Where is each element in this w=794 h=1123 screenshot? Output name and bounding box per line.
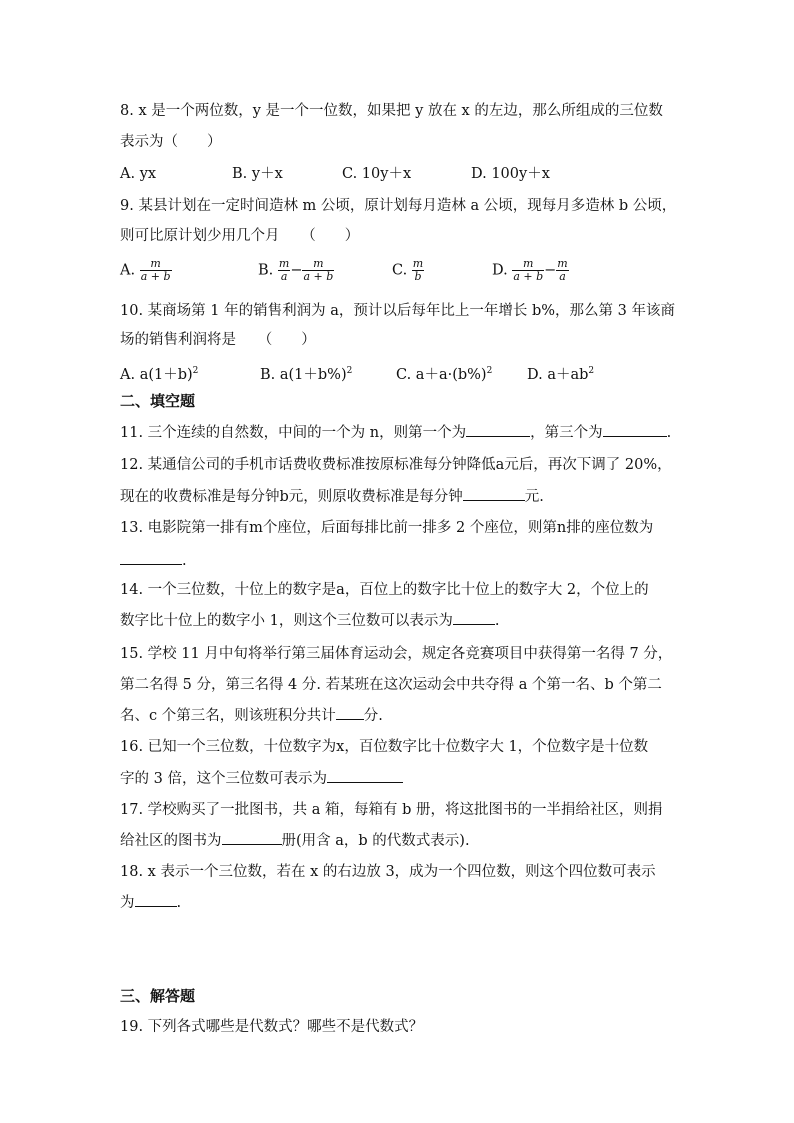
q16-text-1: 字的 3 倍，这个三位数可表示为 <box>120 771 327 787</box>
q18-line2 <box>120 892 181 913</box>
fraction <box>556 258 568 283</box>
fraction <box>412 258 424 283</box>
q15-text-1: 名、c 个第三名，则该班积分共计 <box>120 708 336 724</box>
denominator: a + b <box>140 270 171 283</box>
superscript: 2 <box>346 366 353 376</box>
q10-option-d-text: D. a＋ab <box>527 366 589 383</box>
q9-option-b-label: B. <box>258 262 274 279</box>
answer-blank[interactable] <box>135 892 177 907</box>
q15-line1: 15. 学校 11 月中旬将举行第三届体育运动会，规定各竞赛项目中获得第一名得 7 分， <box>120 646 673 662</box>
q11-text-2: ，第三个为 <box>530 425 603 441</box>
q8-option-a: A. yx <box>120 166 157 182</box>
q10-option-d <box>527 361 594 385</box>
superscript: 2 <box>588 366 595 376</box>
numerator: m <box>150 257 161 270</box>
superscript: 2 <box>486 366 493 376</box>
section-heading-fill-in: 二、填空题 <box>120 392 196 410</box>
q17-text-1: 给社区的图书为 <box>120 833 222 849</box>
numerator: m <box>523 257 534 270</box>
fraction <box>512 258 544 283</box>
q8-line1: 8. x 是一个两位数，y 是一个一位数，如果把 y 放在 x 的左边，那么所组成的三位数 <box>120 103 663 119</box>
q18-line1: 18. x 表示一个三位数，若在 x 的右边放 3，成为一个四位数，则这个四位数可表示 <box>120 864 656 880</box>
numerator: m <box>313 257 324 270</box>
section-heading-solve: 三、解答题 <box>120 987 196 1005</box>
q13-line1: 13. 电影院第一排有m个座位，后面每排比前一排多 2 个座位，则第n排的座位数为 <box>120 520 654 536</box>
q9-option-c <box>392 258 424 283</box>
q9-option-d-label: D. <box>492 262 508 279</box>
answer-blank[interactable] <box>222 830 282 845</box>
q10-option-a-text: A. a(1＋b) <box>120 366 193 383</box>
q14-text-1: 数字比十位上的数字小 1，则这个三位数可以表示为 <box>120 613 453 629</box>
q11-text-3: . <box>666 425 672 441</box>
q8-line2: 表示为（ ） <box>120 134 222 150</box>
answer-blank[interactable] <box>327 768 403 783</box>
q10-option-b <box>260 361 352 385</box>
q13-line2 <box>120 550 187 571</box>
q10-option-c-text: C. a＋a·(b%) <box>396 366 487 383</box>
denominator: a + b <box>513 270 544 283</box>
q12-text-1: 现在的收费标准是每分钟b元，则原收费标准是每分钟 <box>120 489 463 505</box>
q10-option-b-text: B. a(1＋b%) <box>260 366 347 383</box>
denominator: a + b <box>303 270 334 283</box>
q9-option-b <box>258 258 334 283</box>
q15-text-2: 分. <box>363 708 383 724</box>
answer-blank[interactable] <box>453 610 495 625</box>
q18-text-2: . <box>176 895 182 911</box>
q17-line1: 17. 学校购买了一批图书，共 a 箱，每箱有 b 册，将这批图书的一半捐给社区，则捐 <box>120 802 663 818</box>
answer-blank[interactable] <box>120 550 182 565</box>
denominator: a <box>278 270 290 283</box>
q9-line2: 则可比原计划少用几个月 （ ） <box>120 228 360 244</box>
q11-text-1: 11. 三个连续的自然数，中间的一个为 n，则第一个为 <box>120 425 467 441</box>
q18-text-1: 为 <box>120 895 135 911</box>
q10-line1: 10. 某商场第 1 年的销售利润为 a，预计以后每年比上一年增长 b%，那么第 3 年该商 <box>120 303 675 319</box>
numerator: m <box>412 257 424 270</box>
q12-text-2: 元. <box>524 489 544 505</box>
q10-option-c <box>396 361 492 385</box>
q8-option-c: C. 10y＋x <box>342 166 412 182</box>
q10-option-a <box>120 361 198 385</box>
q16-line1: 16. 已知一个三位数，十位数字为x，百位数字比十位数字大 1，个位数字是十位数 <box>120 739 649 755</box>
denominator: a <box>556 270 568 283</box>
q9-line1: 9. 某县计划在一定时间造林 m 公顷，原计划每月造林 a 公顷，现每月多造林 b 公顷， <box>120 198 677 214</box>
minus-sign: − <box>290 262 303 279</box>
q9-option-d <box>492 258 569 283</box>
numerator: m <box>278 257 290 270</box>
q19-line: 19. 下列各式哪些是代数式？哪些不是代数式？ <box>120 1019 424 1035</box>
answer-blank[interactable] <box>463 486 525 501</box>
q16-line2 <box>120 768 403 789</box>
q13-end: . <box>182 553 187 569</box>
q12-line1: 12. 某通信公司的手机市话费收费标准按原标准每分钟降低a元后，再次下调了 20%， <box>120 457 672 473</box>
superscript: 2 <box>192 366 199 376</box>
minus-sign: − <box>544 262 557 279</box>
answer-blank[interactable] <box>336 705 364 720</box>
q17-line2 <box>120 830 470 851</box>
q9-option-a <box>120 258 172 283</box>
q15-line3 <box>120 705 383 726</box>
answer-blank[interactable] <box>466 422 530 437</box>
q12-line2 <box>120 486 544 507</box>
q14-line1: 14. 一个三位数，十位上的数字是a，百位上的数字比十位上的数字大 2，个位上的 <box>120 582 649 598</box>
q14-text-2: . <box>494 613 500 629</box>
q11-line <box>120 422 671 443</box>
q8-option-b: B. y＋x <box>232 166 283 182</box>
q9-option-a-label: A. <box>120 262 136 279</box>
q10-line2: 场的销售利润将是 （ ） <box>120 332 316 348</box>
q17-text-2: 册(用含 a，b 的代数式表示). <box>281 833 470 849</box>
fraction <box>140 258 172 283</box>
numerator: m <box>557 257 568 270</box>
fraction <box>278 258 290 283</box>
denominator: b <box>412 270 424 283</box>
q15-line2: 第二名得 5 分，第三名得 4 分. 若某班在这次运动会中共夺得 a 个第一名、b 个第二 <box>120 677 662 693</box>
fraction <box>302 258 334 283</box>
q14-line2 <box>120 610 499 631</box>
answer-blank[interactable] <box>603 422 667 437</box>
q8-option-d: D. 100y＋x <box>471 166 550 182</box>
q9-option-c-label: C. <box>392 262 408 279</box>
